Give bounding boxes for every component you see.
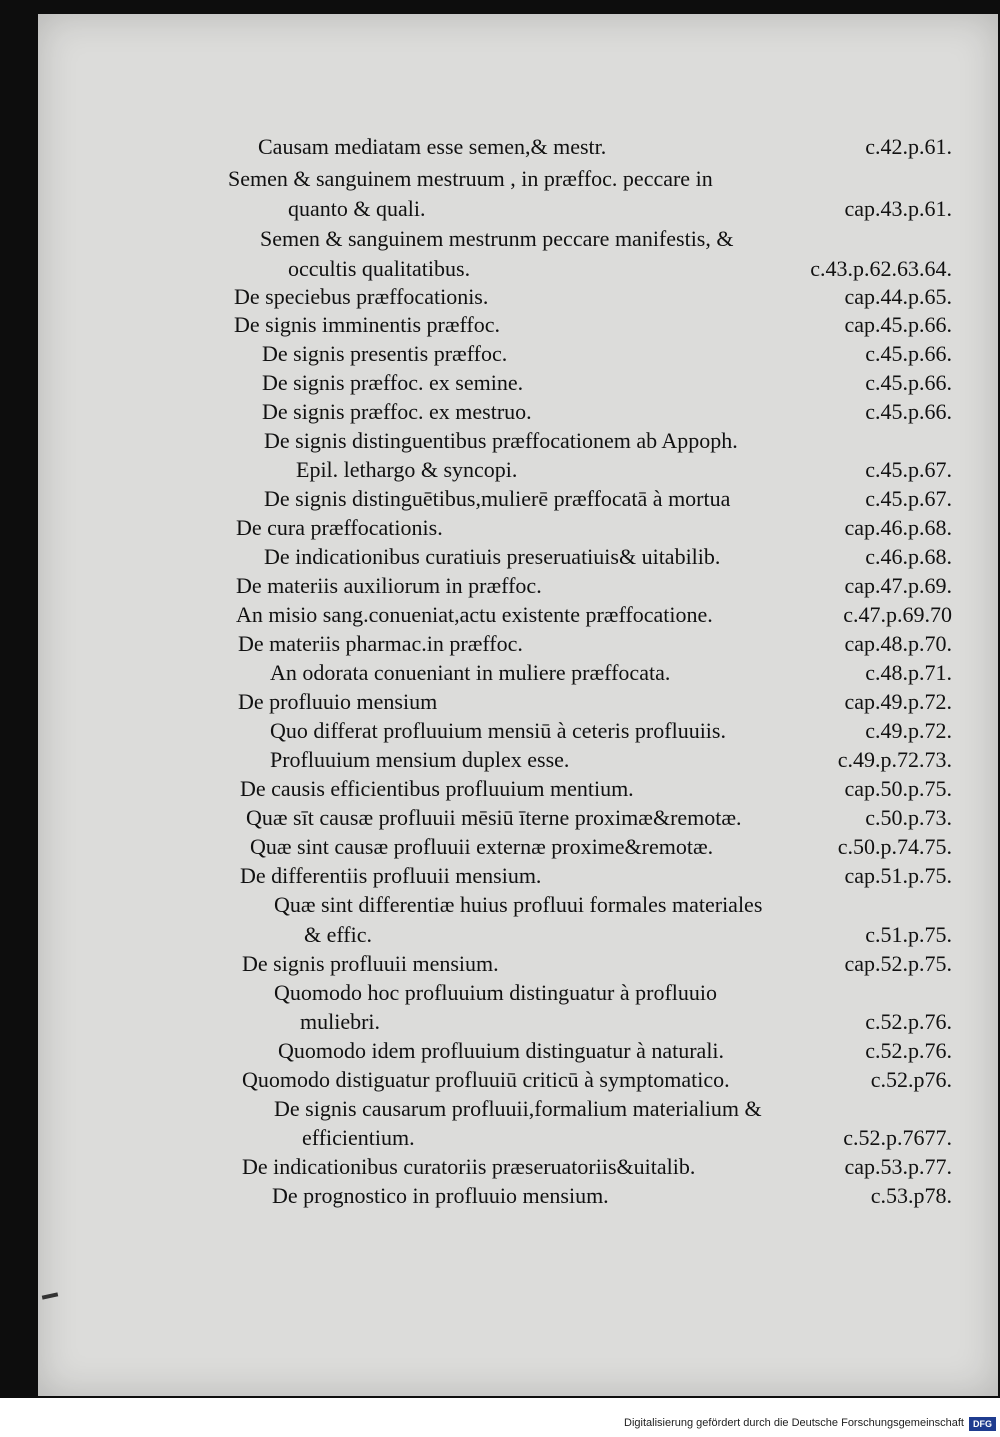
- toc-entry-reference: c.52.p76.: [870, 1067, 952, 1092]
- toc-entry-reference: c.46.p.68.: [865, 544, 952, 569]
- toc-entry-reference: cap.50.p.75.: [844, 776, 952, 801]
- toc-entry-title: De indicationibus curatiuis preseruatiuis& uitabilib.: [264, 544, 721, 569]
- toc-entry: [38, 1096, 998, 1126]
- toc-entry-title: Semen & sanguinem mestrunm peccare manifestis, &: [260, 226, 734, 251]
- toc-entry: [38, 1038, 998, 1068]
- toc-entry-title: muliebri.: [300, 1009, 381, 1034]
- dfg-logo: DFG: [969, 1417, 996, 1431]
- toc-entry-title: Quo differat profluuium mensiū à ceteris profluuiis.: [270, 718, 726, 743]
- toc-entry-reference: c.43.p.62.63.64.: [810, 256, 952, 281]
- toc-entry: [38, 922, 998, 952]
- toc-entry-reference: c.45.p.67.: [865, 457, 952, 482]
- toc-entry-reference: cap.49.p.72.: [844, 689, 952, 714]
- toc-entry-title: De profluuio mensium: [238, 689, 438, 714]
- toc-entry-title: Causam mediatam esse semen,& mestr.: [258, 134, 607, 159]
- toc-entry-reference: cap.44.p.65.: [844, 284, 952, 309]
- toc-entry: [38, 776, 998, 806]
- toc-entry-reference: c.45.p.67.: [865, 486, 952, 511]
- toc-entry-title: An odorata conueniant in muliere præffocata.: [270, 660, 671, 685]
- toc-entry: [38, 747, 998, 777]
- toc-entry-reference: c.42.p.61.: [865, 134, 952, 159]
- toc-entry: [38, 196, 998, 226]
- toc-entry-reference: c.45.p.66.: [865, 341, 952, 366]
- book-page: [38, 14, 998, 1396]
- toc-entry: [38, 256, 998, 286]
- toc-entry-title: De prognostico in profluuio mensium.: [272, 1183, 609, 1208]
- toc-entry-title: De materiis auxiliorum in præffoc.: [236, 573, 542, 598]
- toc-entry: [38, 544, 998, 574]
- toc-entry-title: Profluuium mensium duplex esse.: [270, 747, 570, 772]
- toc-entry: [38, 515, 998, 545]
- toc-entry-reference: cap.47.p.69.: [844, 573, 952, 598]
- toc-entry-title: De signis presentis præffoc.: [262, 341, 508, 366]
- toc-entry-reference: c.52.p.76.: [865, 1009, 952, 1034]
- toc-entry-title: Quomodo distiguatur profluuiū criticū à symptomatico.: [242, 1067, 730, 1092]
- toc-entry: [38, 1125, 998, 1155]
- toc-entry-title: Quomodo hoc profluuium distinguatur à profluuio: [274, 980, 717, 1005]
- toc-entry-reference: c.49.p.72.: [865, 718, 952, 743]
- toc-entry-title: De signis distinguentibus præffocationem ab Appoph.: [264, 428, 738, 453]
- toc-entry-title: De cura præffocationis.: [236, 515, 443, 540]
- toc-entry: [38, 428, 998, 458]
- toc-entry-title: quanto & quali.: [288, 196, 426, 221]
- toc-entry: [38, 166, 998, 196]
- toc-entry: [38, 602, 998, 632]
- toc-entry: [38, 1067, 998, 1097]
- toc-entry-reference: c.48.p.71.: [865, 660, 952, 685]
- toc-entry-title: & effic.: [304, 922, 373, 947]
- toc-entry-reference: c.52.p.7677.: [843, 1125, 952, 1150]
- toc-entry-reference: c.45.p.66.: [865, 399, 952, 424]
- toc-entry-title: De signis imminentis præffoc.: [234, 312, 501, 337]
- toc-entry-reference: cap.48.p.70.: [844, 631, 952, 656]
- toc-entry: [38, 631, 998, 661]
- toc-entry-reference: c.50.p.73.: [865, 805, 952, 830]
- toc-entry: [38, 892, 998, 922]
- toc-entry: [38, 134, 998, 164]
- toc-entry: [38, 834, 998, 864]
- toc-entry-title: An misio sang.conueniat,actu existente præffocatione.: [236, 602, 713, 627]
- toc-entry: [38, 951, 998, 981]
- toc-entry: [38, 1009, 998, 1039]
- toc-entry-title: Quomodo idem profluuium distinguatur à naturali.: [278, 1038, 725, 1063]
- toc-entry: [38, 312, 998, 342]
- toc-entry: [38, 689, 998, 719]
- toc-entry-title: Quæ sīt causæ profluuii mēsiū īterne proximæ&remotæ.: [246, 805, 742, 830]
- toc-entry-reference: c.47.p.69.70: [843, 602, 952, 627]
- toc-entry: [38, 805, 998, 835]
- toc-entry-title: De speciebus præffocationis.: [234, 284, 489, 309]
- toc-entry: [38, 980, 998, 1010]
- toc-entry: [38, 370, 998, 400]
- toc-entry-title: De signis causarum profluuii,formalium materialium &: [274, 1096, 762, 1121]
- toc-entry: [38, 399, 998, 429]
- toc-entry: [38, 573, 998, 603]
- toc-entry-reference: c.50.p.74.75.: [837, 834, 952, 859]
- toc-entry-reference: c.49.p.72.73.: [837, 747, 952, 772]
- toc-entry-reference: c.45.p.66.: [865, 370, 952, 395]
- toc-entry-reference: c.53.p78.: [870, 1183, 952, 1208]
- toc-entry-title: De signis profluuii mensium.: [242, 951, 499, 976]
- toc-entry-reference: c.52.p.76.: [865, 1038, 952, 1063]
- toc-entry: [38, 718, 998, 748]
- toc-entry-title: De materiis pharmac.in præffoc.: [238, 631, 523, 656]
- toc-entry: [38, 486, 998, 516]
- toc-entry-reference: cap.45.p.66.: [844, 312, 952, 337]
- toc-entry: [38, 1154, 998, 1184]
- page-mark: [42, 1292, 58, 1299]
- toc-entry-title: efficientium.: [302, 1125, 415, 1150]
- toc-entry-title: Semen & sanguinem mestruum , in præffoc. peccare in: [228, 166, 713, 191]
- toc-entry: [38, 457, 998, 487]
- toc-entry-reference: cap.53.p.77.: [844, 1154, 952, 1179]
- toc-entry-title: occultis qualitatibus.: [288, 256, 471, 281]
- toc-entry-reference: cap.43.p.61.: [844, 196, 952, 221]
- toc-entry: [38, 226, 998, 256]
- toc-entry-title: De signis distinguētibus,mulierē præffocatā à mortua: [264, 486, 731, 511]
- toc-entry-title: De signis præffoc. ex semine.: [262, 370, 524, 395]
- footer-credit: Digitalisierung gefördert durch die Deutsche Forschungsgemeinschaft: [624, 1417, 964, 1429]
- footer-bar: [0, 1398, 1000, 1437]
- toc-entry: [38, 863, 998, 893]
- toc-entry-reference: cap.52.p.75.: [844, 951, 952, 976]
- toc-entry-title: Quæ sint differentiæ huius profluui formales materiales: [274, 892, 763, 917]
- toc-entry: [38, 1183, 998, 1213]
- toc-entry-title: Quæ sint causæ profluuii externæ proxime&remotæ.: [250, 834, 714, 859]
- toc-entry-title: De indicationibus curatoriis præseruatoriis&uitalib.: [242, 1154, 696, 1179]
- toc-entry-reference: cap.46.p.68.: [844, 515, 952, 540]
- toc-entry-title: De signis præffoc. ex mestruo.: [262, 399, 532, 424]
- toc-entry-reference: c.51.p.75.: [865, 922, 952, 947]
- toc-entry-title: Epil. lethargo & syncopi.: [296, 457, 518, 482]
- toc-entry: [38, 284, 998, 314]
- toc-entry: [38, 660, 998, 690]
- toc-entry-title: De differentiis profluuii mensium.: [240, 863, 542, 888]
- toc-entry: [38, 341, 998, 371]
- toc-entry-title: De causis efficientibus profluuium mentium.: [240, 776, 634, 801]
- toc-entry-reference: cap.51.p.75.: [844, 863, 952, 888]
